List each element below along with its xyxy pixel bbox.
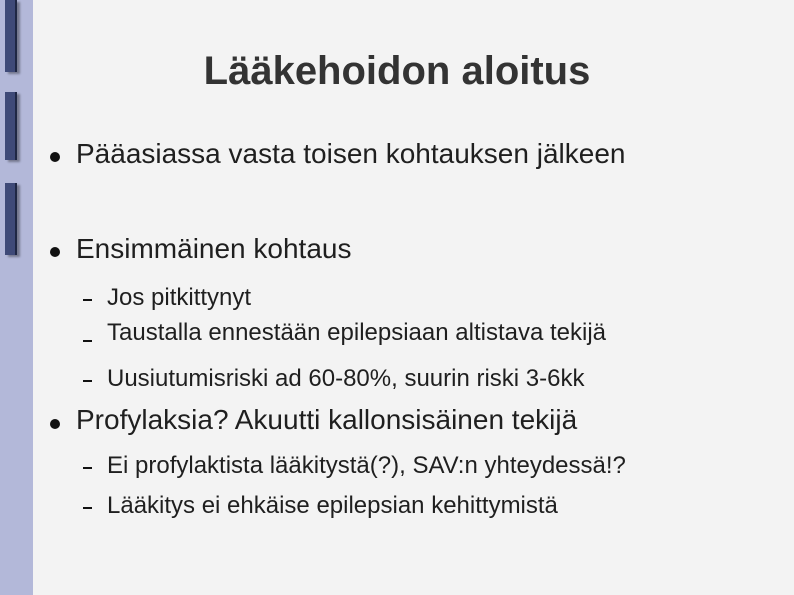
dash-bullet <box>83 507 92 509</box>
slide-title: Lääkehoidon aloitus <box>203 49 591 93</box>
accent-bar-2 <box>5 92 17 160</box>
bullet-dot <box>50 419 60 429</box>
sub-bullet-item: Jos pitkittynyt <box>107 284 252 311</box>
dash-bullet <box>83 467 92 469</box>
dash-bullet <box>83 340 92 342</box>
bullet-dot <box>50 247 60 257</box>
sub-bullet-item: Uusiutumisriski ad 60-80%, suurin riski 3-6kk <box>107 365 585 392</box>
sub-bullet-item: Taustalla ennestään epilepsiaan altistava tekijä <box>107 319 606 346</box>
bullet-item: Profylaksia? Akuutti kallonsisäinen tekijä <box>76 404 578 435</box>
bullet-item: Ensimmäinen kohtaus <box>76 233 352 264</box>
sub-bullet-item: Ei profylaktista lääkitystä(?), SAV:n yhteydessä!? <box>107 452 626 479</box>
sub-bullet-item: Lääkitys ei ehkäise epilepsian kehittymistä <box>107 492 558 519</box>
bullet-dot <box>50 152 60 162</box>
bullet-item: Pääasiassa vasta toisen kohtauksen jälkeen <box>76 138 626 169</box>
dash-bullet <box>83 299 92 301</box>
dash-bullet <box>83 380 92 382</box>
accent-bar-3 <box>5 183 17 255</box>
